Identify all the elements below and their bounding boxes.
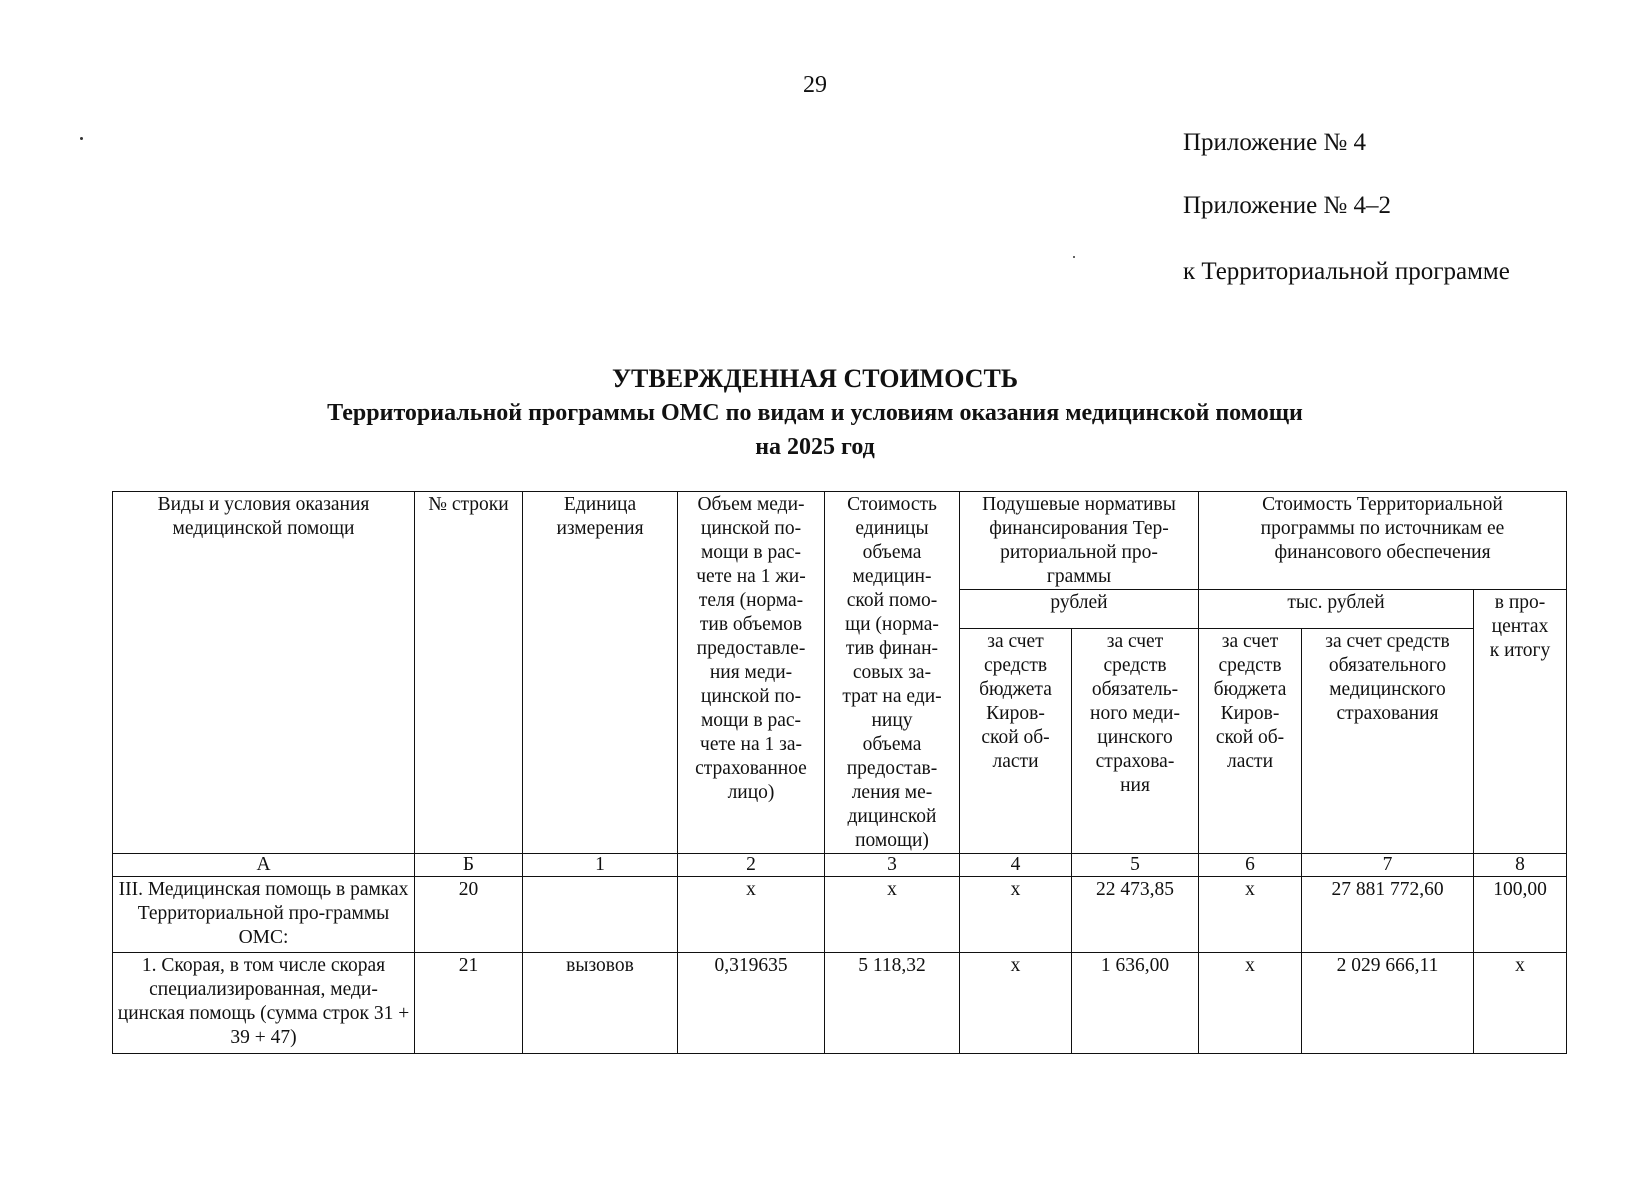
- row-cost-oms: 27 881 772,60: [1302, 877, 1474, 953]
- header-row-1: [113, 492, 1567, 590]
- column-index-row: [113, 854, 1567, 877]
- column-index: 2: [678, 854, 825, 877]
- column-index: Б: [415, 854, 523, 877]
- column-index: 3: [825, 854, 960, 877]
- header-types-of-care: Виды и условия оказания медицинской помощи: [113, 492, 415, 854]
- row-per-capita-oms: 1 636,00: [1072, 953, 1199, 1054]
- appendix-line-3: к Территориальной программе: [1183, 258, 1510, 285]
- header-unit-cost: Стоимость единицы объема медицин- ской помо- щи (норма- тив финан- совых за- трат на еди- ницу объема предостав- ления ме- дицинской помощи): [825, 492, 960, 854]
- row-cost-budget: х: [1199, 877, 1302, 953]
- column-index: 1: [523, 854, 678, 877]
- row-cost-oms: 2 029 666,11: [1302, 953, 1474, 1054]
- row-percent: 100,00: [1474, 877, 1567, 953]
- row-unit: вызовов: [523, 953, 678, 1054]
- header-cost-oms: за счет средств обязательного медицинского страхования: [1302, 629, 1474, 854]
- row-per-capita-oms: 22 473,85: [1072, 877, 1199, 953]
- row-name: III. Медицинская помощь в рамках Территориальной про-граммы ОМС:: [113, 877, 415, 953]
- header-per-capita-standards: Подушевые нормативы финансирования Тер- риториальной про- граммы: [960, 492, 1199, 590]
- row-unit-cost: х: [825, 877, 960, 953]
- row-volume: 0,319635: [678, 953, 825, 1054]
- header-per-capita-oms: за счет средств обязатель- ного меди- цинского страхова- ния: [1072, 629, 1199, 854]
- header-unit-rubles: рублей: [960, 590, 1199, 629]
- header-unit: Единица измерения: [523, 492, 678, 854]
- header-unit-thousand-rubles: тыс. рублей: [1199, 590, 1474, 629]
- row-percent: х: [1474, 953, 1567, 1054]
- row-name: 1. Скорая, в том числе скорая специализированная, меди-цинская помощь (сумма строк 31 + 39 + 47): [113, 953, 415, 1054]
- scan-speck: [1073, 256, 1075, 258]
- column-index: 7: [1302, 854, 1474, 877]
- row-unit: [523, 877, 678, 953]
- row-volume: х: [678, 877, 825, 953]
- appendix-line-1: Приложение № 4: [1183, 129, 1367, 156]
- table-row: [113, 877, 1567, 953]
- table-row: [113, 953, 1567, 1054]
- column-index: А: [113, 854, 415, 877]
- row-line-number: 21: [415, 953, 523, 1054]
- row-line-number: 20: [415, 877, 523, 953]
- header-percent-of-total: в про- центах к итогу: [1474, 590, 1567, 854]
- column-index: 6: [1199, 854, 1302, 877]
- page-number: 29: [803, 72, 827, 98]
- scan-speck: [80, 137, 83, 140]
- header-line-number: № строки: [415, 492, 523, 854]
- row-per-capita-budget: х: [960, 953, 1072, 1054]
- column-index: 5: [1072, 854, 1199, 877]
- title-main: УТВЕРЖДЕННАЯ СТОИМОСТЬ: [611, 364, 1019, 393]
- document-title: [0, 362, 1630, 464]
- column-index: 4: [960, 854, 1072, 877]
- title-line-3: на 2025 год: [755, 434, 875, 460]
- row-per-capita-budget: х: [960, 877, 1072, 953]
- appendix-line-2: Приложение № 4–2: [1183, 192, 1392, 219]
- row-cost-budget: х: [1199, 953, 1302, 1054]
- row-unit-cost: 5 118,32: [825, 953, 960, 1054]
- header-cost-budget: за счет средств бюджета Киров- ской об- ласти: [1199, 629, 1302, 854]
- header-per-capita-budget: за счет средств бюджета Киров- ской об- ласти: [960, 629, 1072, 854]
- header-volume-per-capita: Объем меди- цинской по- мощи в рас- чете на 1 жи- теля (норма- тив объемов предоставле- ния меди- цинской по- мощи в рас- чете на 1 за- страхованное лицо): [678, 492, 825, 854]
- title-line-2: Территориальной программы ОМС по видам и условиям оказания медицинской помощи: [327, 400, 1303, 426]
- cost-table: [112, 491, 1567, 1054]
- header-program-cost: Стоимость Территориальной программы по источникам ее финансового обеспечения: [1199, 492, 1567, 590]
- column-index: 8: [1474, 854, 1567, 877]
